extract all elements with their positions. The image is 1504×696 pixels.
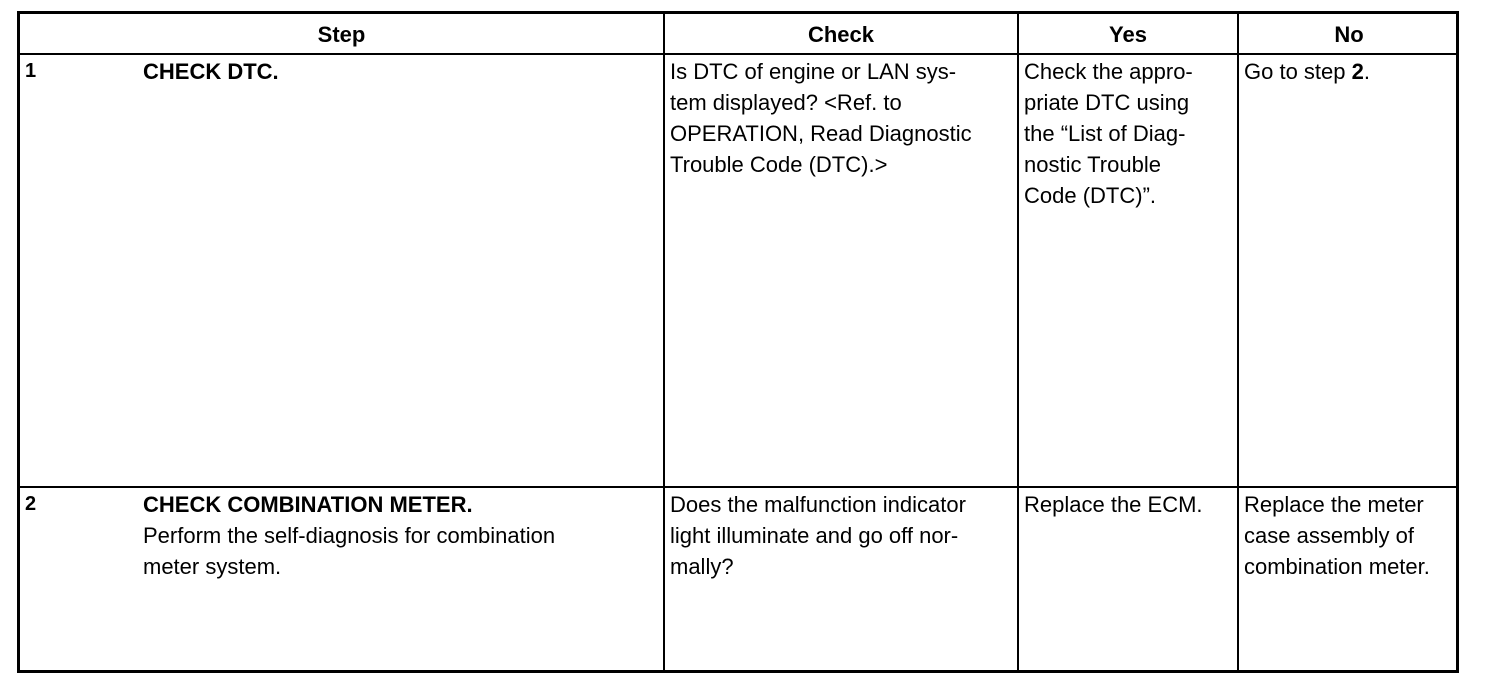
yes-text-2: Replace the ECM. bbox=[1024, 492, 1203, 517]
no-step-link: 2 bbox=[1351, 59, 1364, 84]
check-text-1: Is DTC of engine or LAN sys- tem displayed? <Ref. to OPERATION, Read Diagnostic Trouble Code (DTC).> bbox=[670, 59, 972, 177]
header-step: Step bbox=[317, 22, 366, 47]
column-divider-yes bbox=[1017, 14, 1019, 670]
check-text-2: Does the malfunction indicator light illuminate and go off nor- mally? bbox=[670, 492, 966, 579]
yes-text-1: Check the appro- priate DTC using the “List of Diag- nostic Trouble Code (DTC)”. bbox=[1024, 59, 1193, 208]
step-number-1: 1 bbox=[25, 60, 37, 82]
column-divider-no bbox=[1237, 14, 1239, 670]
header-yes: Yes bbox=[1109, 22, 1147, 47]
step-description-2: Perform the self-diagnosis for combination meter system. bbox=[143, 523, 556, 579]
no-text-1-prefix: Go to step bbox=[1244, 59, 1352, 84]
row-divider bbox=[20, 486, 1456, 488]
step-title-1: CHECK DTC. bbox=[143, 59, 279, 84]
header-no: No bbox=[1334, 22, 1364, 47]
no-text-2: Replace the meter case assembly of combination meter. bbox=[1244, 492, 1430, 579]
step-number-2: 2 bbox=[25, 493, 37, 515]
no-text-1-suffix: . bbox=[1363, 59, 1370, 84]
no-text-1 bbox=[1244, 56, 1456, 87]
header-check: Check bbox=[807, 22, 875, 47]
column-divider-check bbox=[663, 14, 665, 670]
step-title-2: CHECK COMBINATION METER. bbox=[143, 492, 473, 517]
diagnostic-table bbox=[17, 11, 1459, 673]
